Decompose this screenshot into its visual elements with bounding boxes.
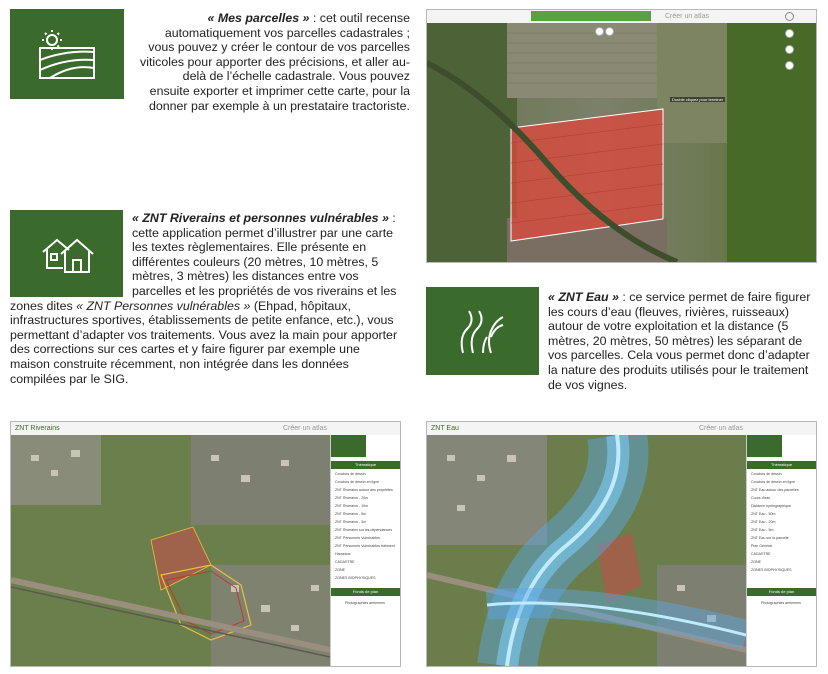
znt-personnes-vulnerables-term: « ZNT Personnes vulnérables » <box>76 298 251 313</box>
zoom-in-icon[interactable] <box>785 29 794 38</box>
basemap-header: Fonds de plan <box>747 588 816 596</box>
znt-riverains-screenshot <box>10 421 401 667</box>
aerial-map[interactable] <box>427 435 746 666</box>
layer-item[interactable]: ZNT Eau - 5m <box>751 528 774 532</box>
layer-item[interactable]: ZNT Personnes Vulnérables <box>335 536 380 540</box>
app-title: ZNT Riverains <box>15 425 60 432</box>
layer-item[interactable]: Couches de dessin en ligne <box>751 480 796 484</box>
znt-eau-icon-tile <box>426 287 539 375</box>
znt-eau-title: « ZNT Eau » <box>548 290 619 304</box>
aerial-map[interactable] <box>427 23 816 262</box>
layer-item[interactable]: Couches de dessin <box>751 472 782 476</box>
layer-item[interactable]: ZNT Eau autour des parcelles <box>751 488 799 492</box>
layer-item[interactable]: Hameaux <box>335 552 351 556</box>
tab-legende[interactable] <box>366 435 401 457</box>
layer-item[interactable]: ZNT Eau - 20m <box>751 520 776 524</box>
layer-item[interactable]: Cours d'eau <box>751 496 771 500</box>
layer-list <box>747 471 816 591</box>
mes-parcelles-body: : cet outil recense automatiquement vos parcelles cadastrales ; vous pouvez y créer le contour de vos parcelles viticoles pour apporter des précisions, et aller au-delà de l’échelle cadastrale. Vous pouvez ensuite exporter et imprimer cette carte, pour la donner par exemple à un prestataire tractoriste. <box>140 11 410 113</box>
tab-thematique[interactable] <box>331 435 366 457</box>
layer-item[interactable]: ZNT Riverains sur les dépendances <box>335 528 393 532</box>
layer-item[interactable]: Couches de dessin <box>335 472 366 476</box>
power-icon[interactable] <box>785 12 794 21</box>
layer-panel <box>746 435 816 666</box>
mes-parcelles-text <box>140 11 410 113</box>
app-toolbar <box>427 422 816 436</box>
panel-header: Thématique <box>747 461 816 469</box>
aerial-map[interactable] <box>11 435 330 666</box>
zoom-out-icon[interactable] <box>785 45 794 54</box>
layer-item[interactable]: ZONE <box>751 560 761 564</box>
layer-item[interactable]: CADASTRE <box>335 560 355 564</box>
app-toolbar <box>427 10 816 24</box>
znt-eau-body: : ce service permet de faire figurer les cours d’eau (fleuves, rivières, ruisseaux) autour de votre exploitation et la distance (5 mètres, 20 mètres, 50 mètres) les séparant de vos parcelles. Cela vous permet donc d’adapter la nature des produits utilisés pour le traitement de vos vignes. <box>548 290 811 392</box>
basemap-header: Fonds de plan <box>331 588 400 596</box>
app-toolbar <box>11 422 400 436</box>
layer-item[interactable]: ZNT Riverains - 3m <box>335 520 367 524</box>
create-atlas-button[interactable]: Créer un atlas <box>283 425 327 432</box>
panel-header: Thématique <box>331 461 400 469</box>
znt-eau-screenshot <box>426 421 817 667</box>
layer-item[interactable]: Couches de dessin en ligne <box>335 480 380 484</box>
layer-item[interactable]: ZNT Riverains - 20m <box>335 496 369 500</box>
layer-item[interactable]: ZNT Personnes Vulnérables bâtiment <box>335 544 395 548</box>
parcel-label: Double cliquez pour terminer <box>672 97 724 102</box>
mes-parcelles-title: « Mes parcelles » <box>207 11 310 25</box>
layer-item[interactable]: Plan Général <box>751 544 772 548</box>
mes-parcelles-icon-tile <box>10 9 124 99</box>
notification-badge <box>531 11 651 21</box>
layer-item[interactable]: CADASTRE <box>751 552 771 556</box>
layer-item[interactable]: ZNT Riverains - 10m <box>335 504 369 508</box>
znt-riverains-title: « ZNT Riverains et personnes vulnérables » <box>132 211 389 225</box>
znt-riverains-body: : cette application permet d’illustrer par une carte les textes règlementaires. Elle présente en différentes couleurs (20 mètres, 10 mètres, 5 mètres, 3 mètres) les distances entre vos parcelles et les propriétés de vos riverains et les zones dites <box>10 211 397 313</box>
app-title: ZNT Eau <box>431 425 459 432</box>
znt-riverains-text <box>10 211 403 386</box>
layer-item[interactable]: ZNT Eau sur la parcelle <box>751 536 789 540</box>
layer-item[interactable]: ZNT Eau - 50m <box>751 512 776 516</box>
water-reed-icon <box>457 307 509 355</box>
tab-legende[interactable] <box>782 435 817 457</box>
znt-eau-text <box>548 290 813 392</box>
layer-panel <box>330 435 400 666</box>
layer-item[interactable]: ZONES BIOPHYSIQUES <box>335 576 376 580</box>
draw-tool-icon[interactable] <box>595 27 604 36</box>
mes-parcelles-screenshot <box>426 9 817 263</box>
layer-item[interactable]: ZONES BIOPHYSIQUES <box>751 568 792 572</box>
znt-riverains-float <box>10 211 132 298</box>
basemap-item[interactable]: Photographies aériennes <box>345 601 385 605</box>
basemap-item[interactable]: Photographies aériennes <box>761 601 801 605</box>
layers-icon[interactable] <box>785 61 794 70</box>
create-atlas-button[interactable]: Créer un atlas <box>665 13 709 20</box>
create-atlas-button[interactable]: Créer un atlas <box>699 425 743 432</box>
layer-item[interactable]: ZONE <box>335 568 345 572</box>
aerial-map-drawing <box>427 23 816 262</box>
edit-tool-icon[interactable] <box>605 27 614 36</box>
layer-item[interactable]: ZNT Riverains - 5m <box>335 512 367 516</box>
znt-riverains-body-2: (Ehpad, hôpitaux, infrastructures sportives, établissements de petite enfance, etc.), vous permettant d’adapter vos traitements. Vous avez la main pour apporter des corrections sur ces cartes et y faire figurer par exemple une maison construite récemment, non intégrée dans les données compilées par le SIG. <box>10 298 398 386</box>
layer-item[interactable]: ZNT Riverains autour des propriétés <box>335 488 393 492</box>
layer-item[interactable]: Distance hydrographique <box>751 504 791 508</box>
tab-thematique[interactable] <box>747 435 782 457</box>
layer-list <box>331 471 400 601</box>
aerial-map-drawing <box>427 435 746 666</box>
field-sun-icon <box>36 26 98 82</box>
aerial-map-drawing <box>11 435 330 666</box>
